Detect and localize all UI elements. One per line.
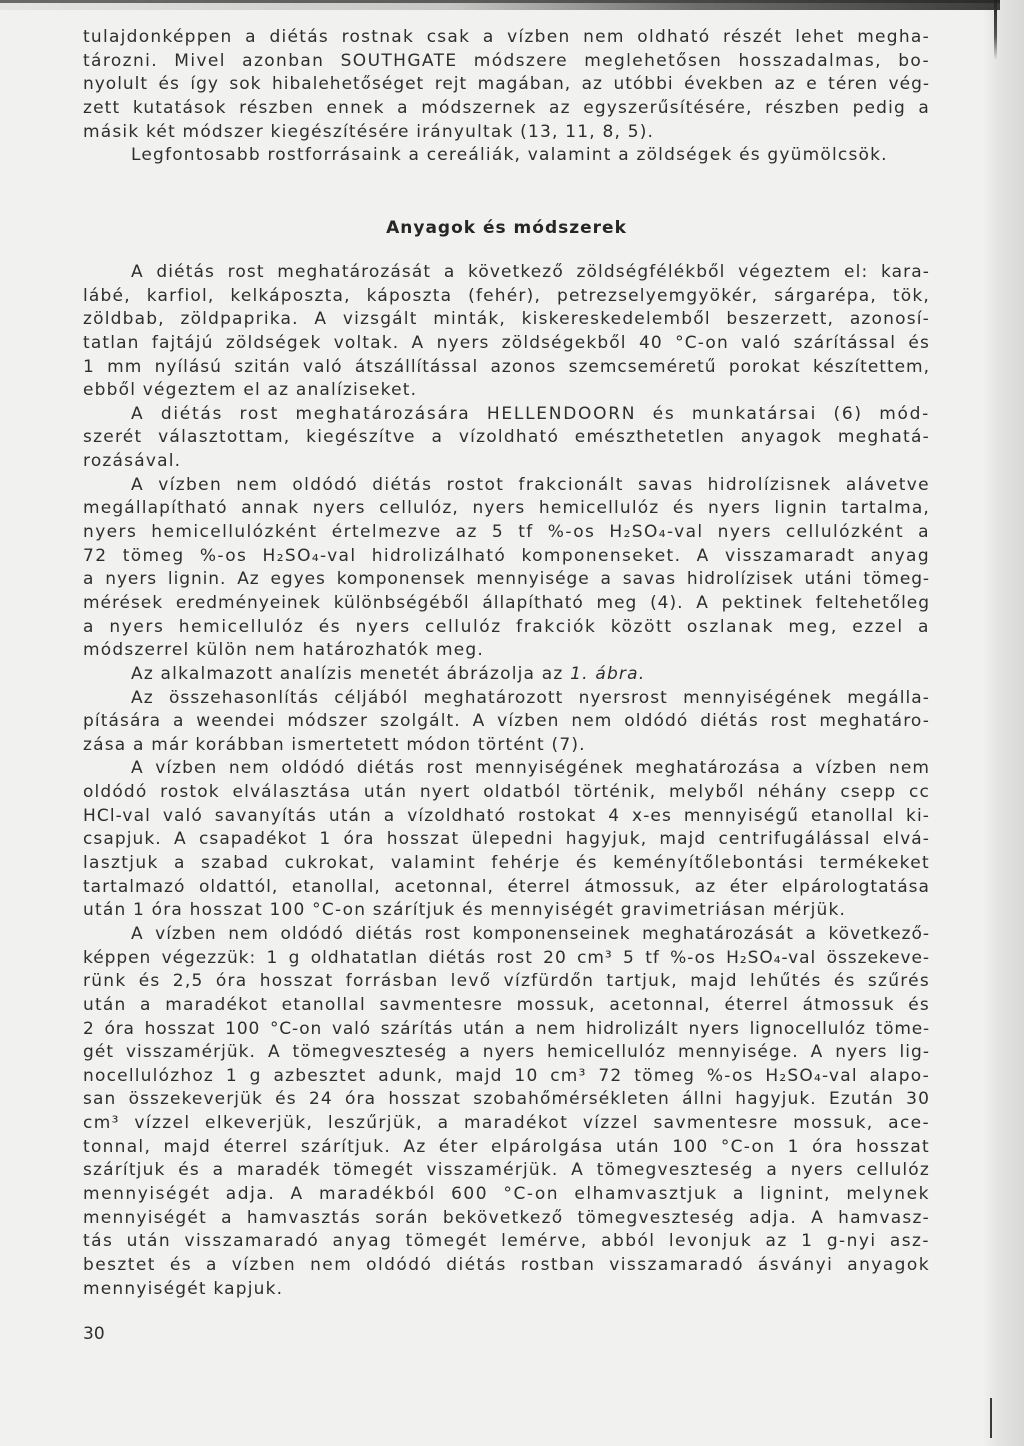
text-line: zása a már korábban ismertetett módon történt (7). bbox=[83, 734, 586, 755]
text-line: lábé, karfiol, kelkáposzta, káposzta (fehér), petrezselyemgyökér, sárgarépa, tök, bbox=[83, 285, 930, 306]
section-body bbox=[83, 261, 930, 1301]
text-line: mérések eredményeinek különbségéből állapítható meg (4). A pektinek feltehetőleg bbox=[83, 592, 930, 613]
paragraph bbox=[83, 474, 930, 663]
text-line: nyolult és így sok hibalehetőséget rejt magában, az utóbbi években az e téren vég- bbox=[83, 74, 930, 95]
text-line: rünk és 2,5 óra hosszat forrásban levő vízfürdőn tartjuk, majd lehűtés és szűrés bbox=[83, 971, 930, 992]
text-line: rozásával. bbox=[83, 451, 182, 472]
text-line: cm³ vízzel elkeverjük, leszűrjük, a maradékot vízzel savmentesre mossuk, ace- bbox=[83, 1113, 930, 1134]
text-line: san összekeverjük és 24 óra hosszat szobahőmérsékleten állni hagyjuk. Ezután 30 bbox=[83, 1089, 930, 1110]
text-segment: Az alkalmazott analízis menetét ábrázolja az bbox=[131, 663, 571, 684]
text-line: tulajdonképpen a diétás rostnak csak a vízben nem oldható részét lehet megha- bbox=[83, 27, 930, 47]
text-line: oldódó rostok elválasztása után nyert oldatból történik, melyből néhány csepp cc bbox=[83, 782, 930, 803]
text-line: szárítjuk és a maradék tömegét visszamérjük. A tömegveszteség a nyers cellulóz bbox=[83, 1160, 930, 1181]
scan-shadow-top bbox=[0, 3, 1000, 10]
paragraph bbox=[83, 687, 930, 758]
text-line: nocellulózhoz 1 g azbesztet adunk, majd 10 cm³ 72 tömeg %-os H₂SO₄-val alapo- bbox=[83, 1065, 930, 1086]
text-line: HCl-val való savanyítás után a vízoldható rostokat 4 x-es mennyiségű etanollal ki- bbox=[83, 805, 930, 826]
text-line: 72 tömeg %-os H₂SO₄-val hidrolizálható komponenseket. A visszamaradt anyag bbox=[83, 545, 930, 566]
text-line: megállapítható annak nyers cellulóz, nyers hemicellulóz és nyers lignin tartalma, bbox=[83, 498, 930, 519]
text-line: mennyiségét kapjuk. bbox=[83, 1278, 284, 1299]
text-line: A diétás rost meghatározását a következő zöldségfélékből végeztem el: kara- bbox=[131, 262, 930, 282]
text-line: tás után visszamaradó anyag tömegét lemérve, abból levonjuk az 1 g-nyi asz- bbox=[83, 1231, 930, 1252]
scan-edge-right bbox=[994, 0, 997, 60]
paragraph bbox=[83, 261, 930, 403]
section-heading: Anyagok és módszerek bbox=[386, 218, 627, 238]
paragraph bbox=[83, 663, 930, 687]
text-line: zett kutatások részben ennek a módszernek az egyszerűsítésére, részben pedig a bbox=[83, 97, 930, 118]
text-line: másik két módszer kiegészítésére irányultak (13, 11, 8, 5). bbox=[83, 121, 655, 142]
text-line: zöldbab, zöldpaprika. A vizsgált minták, kiskereskedelemből beszerzett, azonosí- bbox=[83, 309, 930, 330]
text-line: 2 óra hosszat 100 °C-on való szárítás után a nem hidrolizált nyers lignocellulóz töme- bbox=[83, 1018, 930, 1039]
paragraph bbox=[83, 26, 930, 144]
text-line: tározni. Mivel azonban SOUTHGATE módszere meglehetősen hosszadalmas, bo- bbox=[83, 50, 930, 71]
scan-mark bbox=[990, 1398, 992, 1438]
text-line: gét visszamérjük. A tömegveszteség a nyers hemicellulóz mennyisége. A nyers lig- bbox=[83, 1042, 930, 1063]
text-line: besztet és a vízben nem oldódó diétás rostban visszamaradó ásványi anyagok bbox=[83, 1254, 930, 1275]
text-line: tonnal, majd éterrel szárítjuk. Az éter elpárolgása után 100 °C-on 1 óra hosszat bbox=[83, 1136, 930, 1157]
figure-reference: 1. ábra. bbox=[570, 663, 646, 684]
text-line: mennyiségét adja. A maradékból 600 °C-on elhamvasztjuk a lignint, melynek bbox=[83, 1183, 930, 1204]
text-line: tartalmazó oldattól, etanollal, acetonnal, éterrel átmossuk, az éter elpárologtatása bbox=[83, 876, 930, 897]
scan-shadow-right bbox=[982, 0, 1024, 1446]
text-line: 1 mm nyílású szitán való átszállítással azonos szemcseméretű porokat készítettem, bbox=[83, 356, 930, 377]
intro-text bbox=[83, 26, 930, 168]
page-number: 30 bbox=[83, 1324, 105, 1344]
text-line: mennyiségét a hamvasztás során bekövetkező tömegveszteség adja. A hamvasz- bbox=[83, 1207, 930, 1228]
text-line bbox=[83, 663, 930, 687]
text-line: A diétás rost meghatározására HELLENDOORN és munkatársai (6) mód- bbox=[131, 403, 930, 424]
text-line: a nyers hemicellulóz és nyers cellulóz frakciók között oszlanak meg, ezzel a bbox=[83, 616, 930, 637]
text-line: pítására a weendei módszer szolgált. A vízben nem oldódó diétás rost meghatáro- bbox=[83, 711, 930, 732]
text-line: lasztjuk a szabad cukrokat, valamint fehérje és keményítőlebontási termékeket bbox=[83, 853, 930, 874]
text-line: képpen végezzük: 1 g oldhatatlan diétás rost 20 cm³ 5 tf %-os H₂SO₄-val összekeve- bbox=[83, 947, 930, 968]
paragraph bbox=[83, 144, 930, 168]
text-line: nyers hemicellulózként értelmezve az 5 tf %-os H₂SO₄-val nyers cellulózként a bbox=[83, 522, 930, 543]
text-line: szerét választottam, kiegészítve a vízoldható emészthetetlen anyagok meghatá- bbox=[83, 427, 930, 448]
paragraph bbox=[83, 757, 930, 922]
paragraph bbox=[83, 923, 930, 1301]
text-line: után a maradékot etanollal savmentesre mossuk, acetonnal, éterrel átmossuk és bbox=[83, 994, 930, 1015]
text-line: A vízben nem oldódó diétás rost komponenseinek meghatározását a következő- bbox=[131, 923, 930, 944]
text-line: A vízben nem oldódó diétás rostot frakcionált savas hidrolízisnek alávetve bbox=[131, 474, 930, 495]
text-line: módszerrel külön nem határozhatók meg. bbox=[83, 640, 484, 661]
text-line: után 1 óra hosszat 100 °C-on szárítjuk és mennyiségét gravimetriásan mérjük. bbox=[83, 900, 847, 921]
text-line: A vízben nem oldódó diétás rost mennyiségének meghatározása a vízben nem bbox=[131, 758, 930, 779]
text-line: a nyers lignin. Az egyes komponensek mennyisége a savas hidrolízisek utáni tömeg- bbox=[83, 569, 930, 590]
text-line: tatlan fajtájú zöldségek voltak. A nyers zöldségekből 40 °C-on való szárítással és bbox=[83, 332, 930, 353]
text-line: Az összehasonlítás céljából meghatározott nyersrost mennyiségének megálla- bbox=[131, 687, 930, 708]
paragraph bbox=[83, 403, 930, 474]
text-line: ebből végeztem el az analíziseket. bbox=[83, 380, 418, 401]
text-line: Legfontosabb rostforrásaink a cereáliák, valamint a zöldségek és gyümölcsök. bbox=[131, 145, 888, 166]
text-line: csapjuk. A csapadékot 1 óra hosszat ülepedni hagyjuk, majd centrifugálással elvá- bbox=[83, 829, 930, 850]
